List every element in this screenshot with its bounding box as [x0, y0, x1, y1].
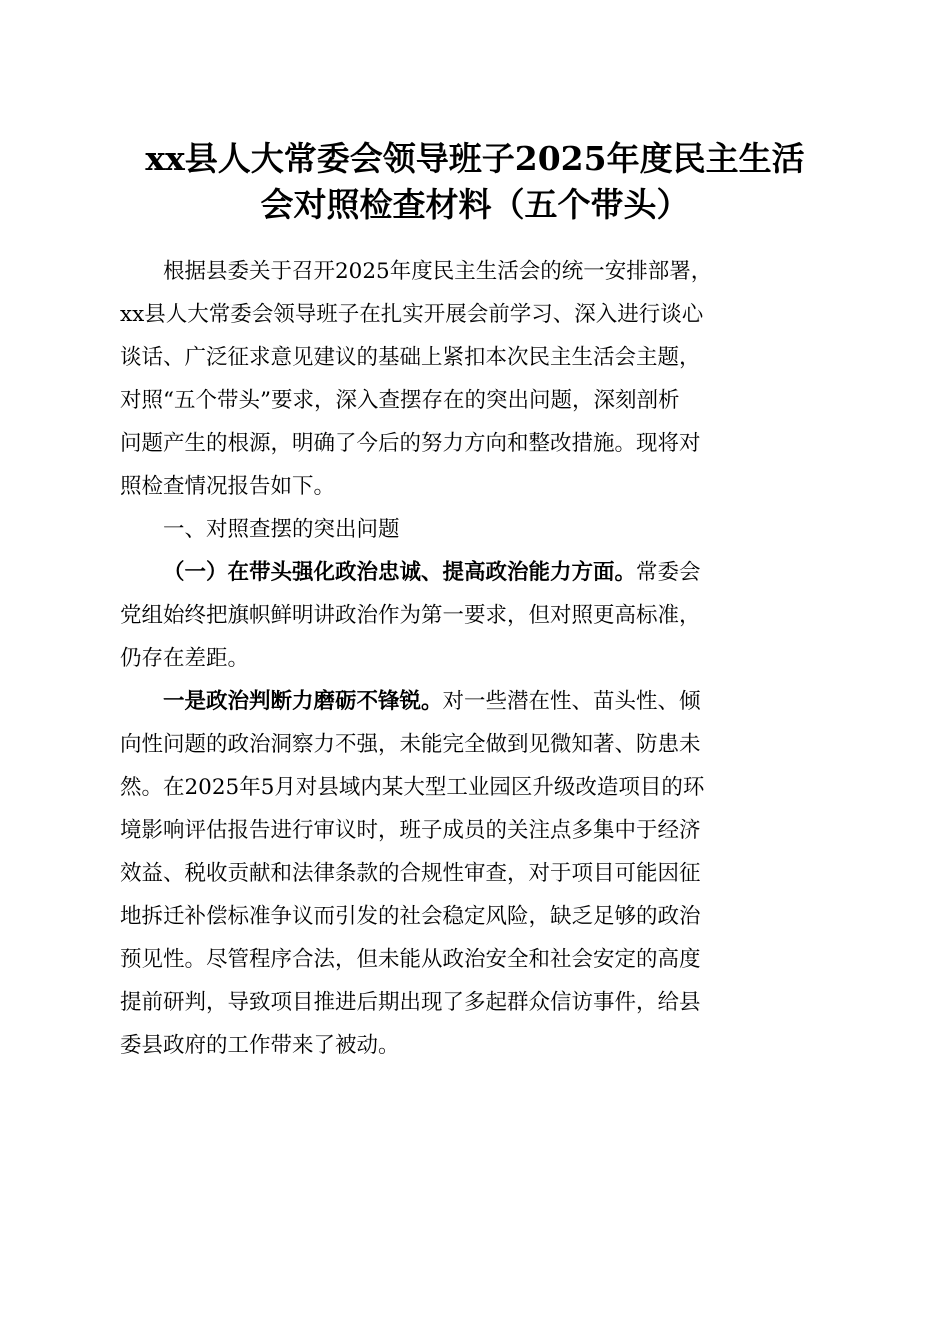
text-run: 常委会 [636, 560, 701, 585]
text-line: 地拆迁补偿标准争议而引发的社会稳定风险，缺乏足够的政治 [120, 904, 701, 929]
text-line: 效益、税收贡献和法律条款的合规性审查，对于项目可能因征 [120, 861, 701, 886]
text-line: 问题产生的根源，明确了今后的努力方向和整改措施。现将对 [120, 431, 701, 456]
intro-paragraph [120, 250, 826, 508]
section-heading: 一、对照查摆的突出问题 [163, 517, 400, 542]
text-line: 对照“五个带头”要求，深入查摆存在的突出问题，深刻剖析 [120, 388, 680, 413]
text-line: 提前研判，导致项目推进后期出现了多起群众信访事件，给县 [120, 990, 701, 1015]
document-title [100, 136, 850, 228]
text-line: 谈话、广泛征求意见建议的基础上紧扣本次民主生活会主题， [120, 345, 701, 370]
point-paragraph [120, 680, 826, 1067]
title-line-1: xx县人大常委会领导班子2025年度民主生活 [145, 139, 805, 178]
text-line [120, 680, 826, 723]
text-line: 向性问题的政治洞察力不强，未能完全做到见微知著、防患未 [120, 732, 701, 757]
text-line: 委县政府的工作带来了被动。 [120, 1033, 400, 1058]
text-run: 对一些潜在性、苗头性、倾 [442, 689, 701, 714]
text-line: 党组始终把旗帜鲜明讲政治作为第一要求，但对照更高标准， [120, 603, 701, 628]
text-line [120, 551, 826, 594]
text-line: 仍存在差距。 [120, 646, 250, 671]
document-body [120, 250, 826, 1067]
text-line: 照检查情况报告如下。 [120, 474, 336, 499]
text-line: 预见性。尽管程序合法，但未能从政治安全和社会安定的高度 [120, 947, 701, 972]
text-line: 根据县委关于召开2025年度民主生活会的统一安排部署， [163, 259, 713, 284]
text-line: 然。在2025年5月对县域内某大型工业园区升级改造项目的环 [120, 775, 705, 800]
text-line: 境影响评估报告进行审议时，班子成员的关注点多集中于经济 [120, 818, 701, 843]
subsection-paragraph [120, 551, 826, 680]
subsection-heading: （一）在带头强化政治忠诚、提高政治能力方面。 [163, 560, 637, 585]
title-line-2: 会对照检查材料（五个带头） [260, 185, 690, 224]
point-heading: 一是政治判断力磨砺不锋锐。 [163, 689, 443, 714]
text-line: xx县人大常委会领导班子在扎实开展会前学习、深入进行谈心 [120, 302, 704, 327]
